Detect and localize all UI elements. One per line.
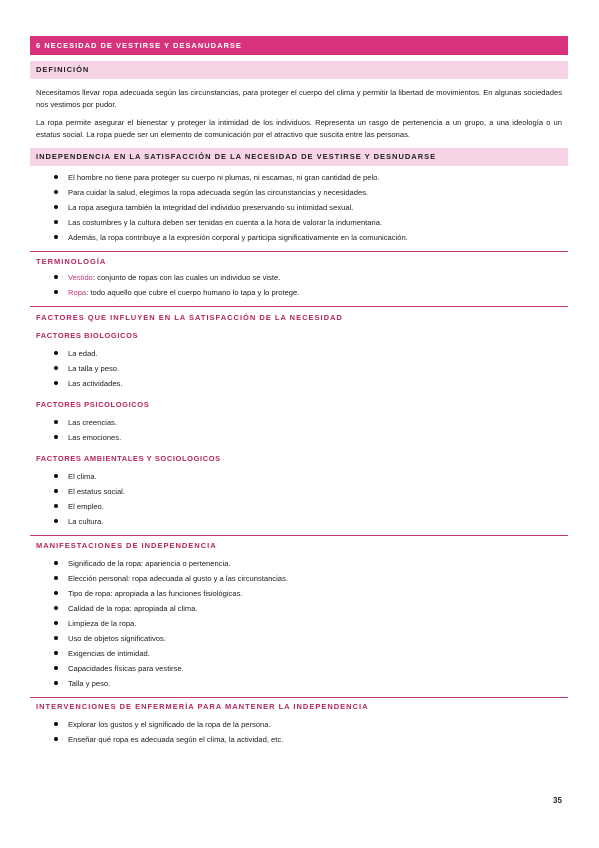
factores-biologicos-heading: FACTORES BIOLOGICOS	[36, 331, 139, 340]
section-divider	[30, 251, 568, 252]
page-content	[30, 36, 568, 747]
factores-heading: FACTORES QUE INFLUYEN EN LA SATISFACCIÓN DE LA NECESIDAD	[36, 313, 343, 322]
section-divider	[30, 697, 568, 698]
intervenciones-heading: INTERVENCIONES DE ENFERMERÍA PARA MANTENER LA INDEPENDENCIA	[36, 702, 369, 711]
factores-psicologicos-heading: FACTORES PSICOLOGICOS	[36, 400, 150, 409]
list-item: Significado de la ropa: apariencia o pertenencia.	[68, 556, 568, 571]
list-item: La talla y peso.	[68, 361, 568, 376]
list-item: Limpieza de la ropa.	[68, 616, 568, 631]
list-item: Las costumbres y la cultura deben ser tenidas en cuenta a la hora de valorar la indumentaria.	[68, 215, 568, 230]
list-item: Las creencias.	[68, 415, 568, 430]
list-item: Las emociones.	[68, 430, 568, 445]
list-item: La cultura.	[68, 514, 568, 529]
term-label: Vestido	[68, 273, 93, 282]
independencia-list	[30, 170, 568, 245]
term-definition: : todo aquello que cubre el cuerpo humano lo tapa y lo protege.	[86, 288, 300, 297]
list-item: Calidad de la ropa: apropiada al clima.	[68, 601, 568, 616]
list-item: Enseñar qué ropa es adecuada según el clima, la actividad, etc.	[68, 732, 568, 747]
list-item: Capacidades físicas para vestirse.	[68, 661, 568, 676]
term-definition: : conjunto de ropas con las cuales un individuo se viste.	[92, 273, 281, 282]
manifestaciones-list	[30, 556, 568, 691]
independencia-heading: INDEPENDENCIA EN LA SATISFACCIÓN DE LA NECESIDAD DE VESTIRSE Y DESNUDARSE	[30, 148, 568, 166]
list-item: El empleo.	[68, 499, 568, 514]
term-label: Ropa	[68, 288, 87, 297]
section-divider	[30, 306, 568, 307]
definicion-paragraph: Necesitamos llevar ropa adecuada según las circunstancias, para proteger el cuerpo del clima y permitir la libertad de movimientos. En algunas sociedades nos vestimos por pudor.	[36, 88, 562, 109]
factores-psicologicos-list	[30, 415, 568, 445]
terminologia-list	[30, 270, 568, 300]
list-item: Elección personal: ropa adecuada al gusto y a las circunstancias.	[68, 571, 568, 586]
list-item: Además, la ropa contribuye a la expresión corporal y participa significativamente en la comunicación.	[68, 230, 568, 245]
definicion-heading: DEFINICIÓN	[30, 61, 568, 79]
list-item: Explorar los gustos y el significado de la ropa de la persona.	[68, 717, 568, 732]
section-divider	[30, 535, 568, 536]
list-item: La edad.	[68, 346, 568, 361]
list-item: Uso de objetos significativos.	[68, 631, 568, 646]
list-item: Exigencias de intimidad.	[68, 646, 568, 661]
list-item: La ropa asegura también la integridad del individuo preservando su intimidad sexual.	[68, 200, 568, 215]
terminologia-heading: TERMINOLOGÍA	[36, 257, 107, 266]
list-item: Talla y peso.	[68, 676, 568, 691]
list-item: Tipo de ropa: apropiada a las funciones fisiológicas.	[68, 586, 568, 601]
list-item: Para cuidar la salud, elegimos la ropa adecuada según las circunstancias y necesidades.	[68, 185, 568, 200]
chapter-banner: 6 NECESIDAD DE VESTIRSE Y DESANUDARSE	[30, 36, 568, 55]
manifestaciones-heading: MANIFESTACIONES DE INDEPENDENCIA	[36, 541, 217, 550]
definicion-paragraph: La ropa permite asegurar el bienestar y proteger la intimidad de los individuos. Representa un rasgo de pertenencia a un grupo, a una ideología o un estatus social. La ropa puede ser un elemento de comunicación por el atractivo que suscita entre las personas.	[36, 118, 562, 139]
list-item: El hombre no tiene para proteger su cuerpo ni plumas, ni escamas, ni gran cantidad de pelo.	[68, 170, 568, 185]
list-item	[68, 270, 568, 285]
list-item: El clima.	[68, 469, 568, 484]
factores-biologicos-list	[30, 346, 568, 391]
factores-ambientales-list	[30, 469, 568, 529]
list-item	[68, 285, 568, 300]
intervenciones-list	[30, 717, 568, 747]
factores-ambientales-heading: FACTORES AMBIENTALES Y SOCIOLOGICOS	[36, 454, 221, 463]
list-item: El estatus social.	[68, 484, 568, 499]
page-number: 35	[553, 796, 562, 805]
list-item: Las actividades.	[68, 376, 568, 391]
